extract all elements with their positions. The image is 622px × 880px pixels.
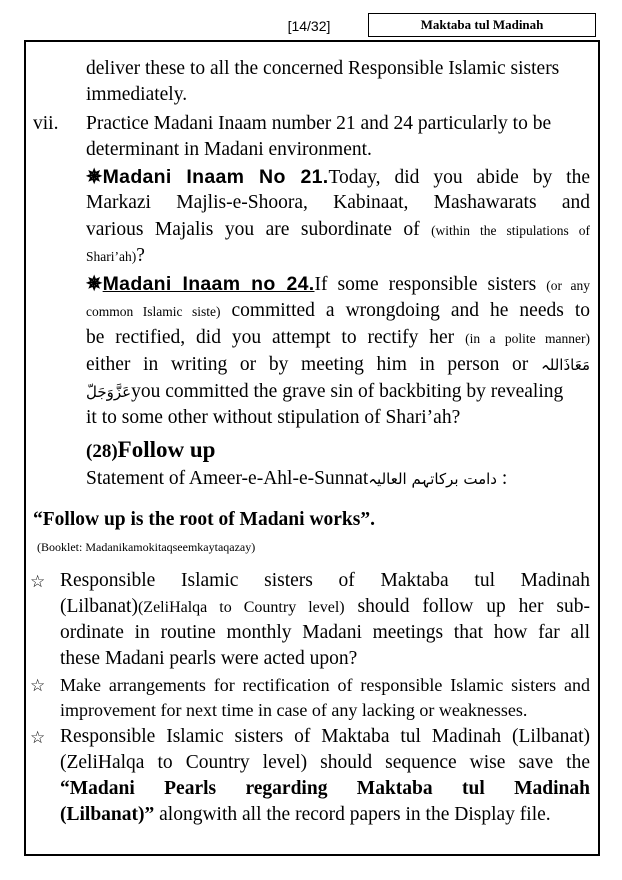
inaam24-line-2 [86,298,590,325]
reference: (Booklet: Madanikamokitaqseemkaytaqazay) [37,540,256,554]
statement-line [86,466,507,492]
statement-end: : [496,468,508,489]
bullet3-line-3: “Madani Pearls regarding Maktaba tul Madinah [60,778,590,799]
quote: “Follow up is the root of Madani works”. [33,509,375,530]
bullet1-line-1: Responsible Islamic sisters of Maktaba tul Madinah [60,570,590,591]
bullet1-text-2c: should follow up her sub- [344,596,591,617]
bullet2-line-1: Make arrangements for rectification of responsible Islamic sisters and [60,675,590,695]
star-bullet-icon: ✵ [86,166,103,188]
inaam24-arabic-5: عَزَّوَجَلّ [86,383,132,401]
intro-line-1: deliver these to all the concerned Responsible Islamic sisters [86,58,560,79]
star-outline-icon: ☆ [30,728,46,748]
inaam24-line-6: it to some other without stipulation of Shari’ah? [86,407,461,428]
inaam24-small-3: (in a polite manner) [465,331,590,346]
inaam21-line-1 [86,164,590,191]
inaam21-small-4: Shari’ah) [86,249,137,264]
statement-arabic: دامت برکاتہم العالیہ [368,470,497,488]
bullet1-line-4: these Madani pearls were acted upon? [60,648,358,669]
bullet2-line-2: improvement for next time in case of any lacking or weaknesses. [60,700,528,720]
item-vii-line-2: determinant in Madani environment. [86,139,372,160]
inaam24-text-1: If some responsible sisters [314,274,537,295]
section-heading [86,436,215,466]
inaam21-line-4 [86,243,145,270]
inaam24-text-3: be rectified, did you attempt to rectify her [86,327,455,348]
inaam24-arabic-4: مَعَاذَاللہ [540,356,590,374]
inaam24-text-4: either in writing or by meeting him in person or [86,354,529,375]
inaam21-line-2: Markazi Majlis-e-Shoora, Kabinaat, Mashawarats and [86,192,590,213]
inaam24-small-2: common Islamic siste) [86,304,221,319]
star-bullet-icon: ✵ [86,273,103,295]
bullet3-text-4: alongwith all the record papers in the Display file. [154,804,551,825]
bullet1-text-2a: (Lilbanat) [60,596,138,617]
inaam24-label: Madani Inaam no 24. [102,273,315,295]
star-outline-icon: ☆ [30,676,46,696]
section-number: (28) [86,441,118,462]
bullet1-line-3: ordinate in routine monthly Madani meetings that how far all [60,622,590,643]
inaam24-line-5 [86,379,563,405]
inaam21-line-3 [86,217,590,244]
inaam21-small-3: (within the stipulations of [431,223,590,238]
inaam24-line-4 [86,352,590,378]
inaam24-text-5: you committed the grave sin of backbiting by revealing [131,381,564,402]
item-marker-vii: vii. [33,113,59,134]
inaam24-small-1: (or any [546,278,591,293]
statement-text: Statement of Ameer-e-Ahl-e-Sunnat [86,468,369,489]
inaam24-line-1 [86,271,590,299]
item-vii-line-1: Practice Madani Inaam number 21 and 24 particularly to be [86,113,552,134]
inaam21-label: Madani Inaam No 21. [102,166,329,188]
page-number: [14/32] [287,18,331,34]
star-outline-icon: ☆ [30,572,46,592]
bullet1-text-2b: (ZeliHalqa to Country level) [137,599,345,616]
inaam21-text-3: various Majalis you are subordinate of [86,219,420,240]
inaam24-line-3 [86,325,590,352]
intro-line-2: immediately. [86,84,188,105]
inaam21-end: ? [136,245,145,266]
bullet3-bold-4: (Lilbanat)” [60,804,155,825]
inaam24-text-2: committed a wrongdoing and he needs to [231,300,590,321]
bullet1-line-2 [60,594,590,621]
bullet3-line-1: Responsible Islamic sisters of Maktaba tul Madinah (Lilbanat) [60,726,590,747]
section-title: Follow up [117,437,216,462]
inaam21-text-1: Today, did you abide by the [328,167,590,188]
bullet3-line-2: (ZeliHalqa to Country level) should sequence wise save the [60,752,590,773]
bullet3-line-4 [60,802,551,828]
header-title-box: Maktaba tul Madinah [368,13,596,37]
